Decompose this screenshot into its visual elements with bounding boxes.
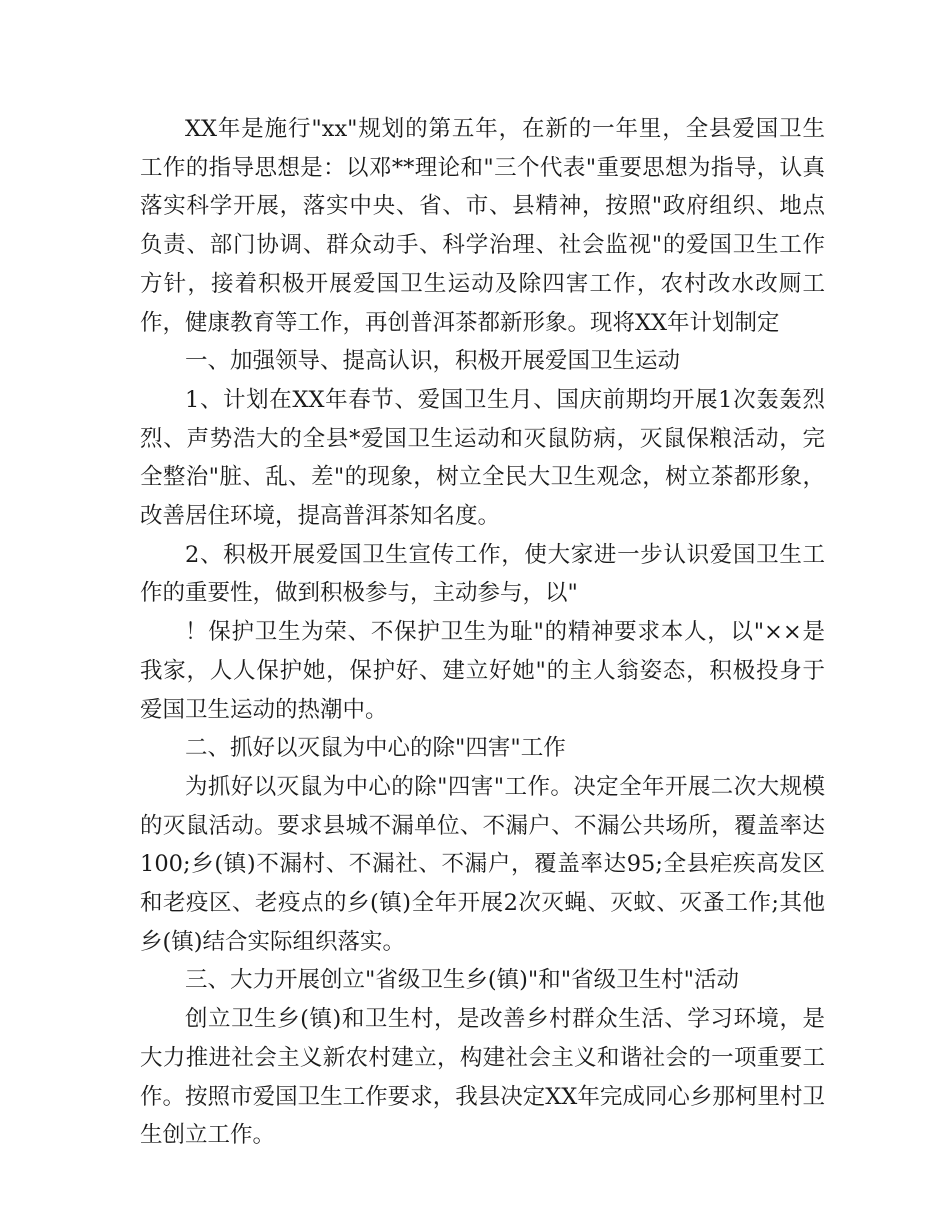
document-body bbox=[140, 110, 825, 1155]
paragraph-intro: XX年是施行"xx"规划的第五年，在新的一年里，全县爱国卫生工作的指导思想是：以邓**理论和"三个代表"重要思想为指导，认真落实科学开展，落实中央、省、市、县精神，按照"政府组织、地点负责、部门协调、群众动手、科学治理、社会监视"的爱国卫生工作方针，接着积极开展爱国卫生运动及除四害工作，农村改水改厕工作，健康教育等工作，再创普洱茶都新形象。现将XX年计划制定 bbox=[140, 116, 825, 336]
paragraph-item-2: 2、积极开展爱国卫生宣传工作，使大家进一步认识爱国卫生工作的重要性，做到积极参与，主动参与，以" bbox=[140, 541, 825, 607]
paragraph-section-2: 为抓好以灭鼠为中心的除"四害"工作。决定全年开展二次大规模的灭鼠活动。要求县城不漏单位、不漏户、不漏公共场所，覆盖率达100;乡(镇)不漏村、不漏社、不漏户，覆盖率达95;全县疟疾高发区和老疫区、老疫点的乡(镇)全年开展2次灭蝇、灭蚊、灭蚤工作;其他乡(镇)结合实际组织落实。 bbox=[140, 773, 826, 955]
section-heading-2: 二、抓好以灭鼠为中心的除"四害"工作 bbox=[185, 735, 566, 762]
section-heading-3: 三、大力开展创立"省级卫生乡(镇)"和"省级卫生村"活动 bbox=[185, 967, 739, 994]
paragraph-section-3: 创立卫生乡(镇)和卫生村，是改善乡村群众生活、学习环境，是大力推进社会主义新农村建立，构建社会主义和谐社会的一项重要工作。按照市爱国卫生工作要求，我县决定XX年完成同心乡那柯里村卫生创立工作。 bbox=[140, 1006, 825, 1149]
section-heading-1: 一、加强领导、提高认识，积极开展爱国卫生运动 bbox=[185, 348, 681, 375]
paragraph-item-1: 1、计划在XX年春节、爱国卫生月、国庆前期均开展1次轰轰烈烈、声势浩大的全县*爱国卫生运动和灭鼠防病，灭鼠保粮活动，完全整治"脏、乱、差"的现象，树立全民大卫生观念，树立茶都形象，改善居住环境，提高普洱茶知名度。 bbox=[140, 386, 825, 530]
paragraph-item-2-continued: ！保护卫生为荣、不保护卫生为耻"的精神要求本人，以"××是我家，人人保护她，保护好、建立好她"的主人翁姿态，积极投身于爱国卫生运动的热潮中。 bbox=[140, 619, 825, 723]
